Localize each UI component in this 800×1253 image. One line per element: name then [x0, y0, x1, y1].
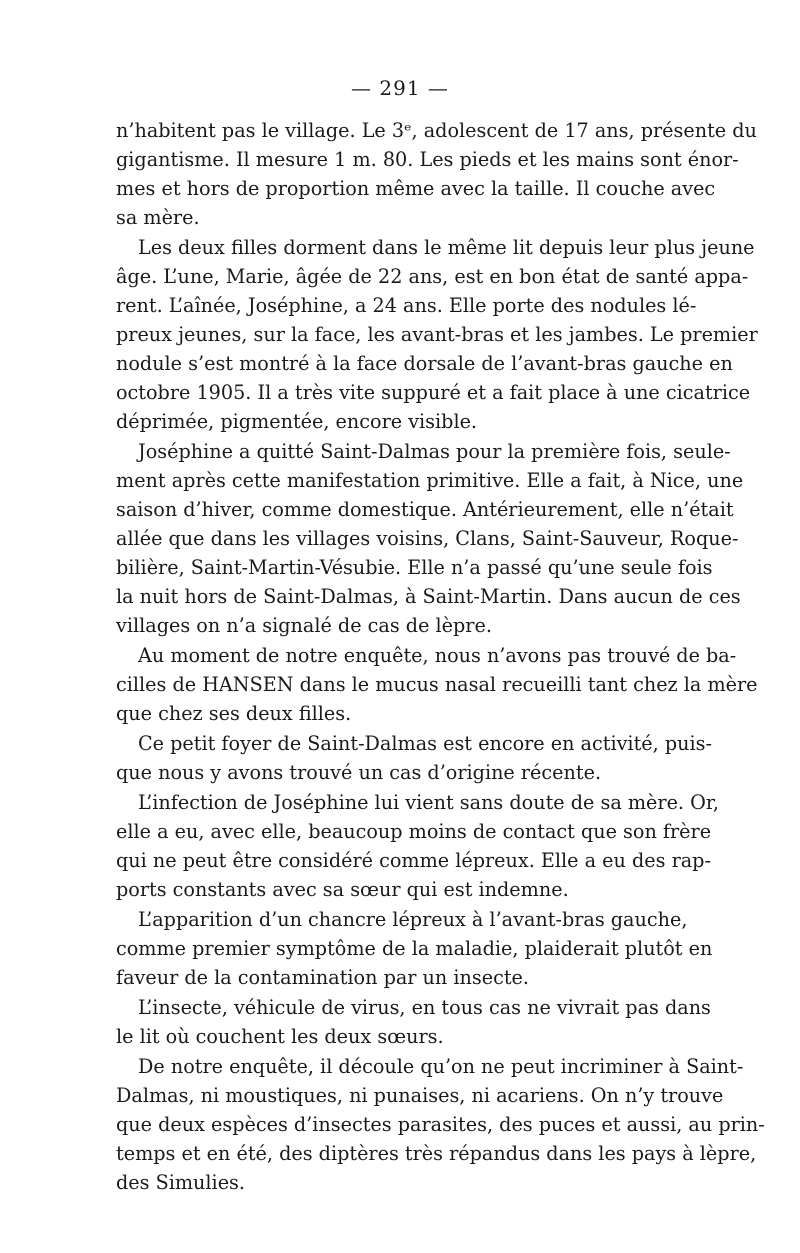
- paragraph: [116, 905, 713, 992]
- text-line: déprimée, pigmentée, encore visible.: [116, 410, 478, 433]
- text-line: saison d’hiver, comme domestique. Antérieurement, elle n’était: [116, 498, 734, 521]
- text-line: nodule s’est montré à la face dorsale de l’avant-bras gauche en: [116, 352, 733, 375]
- text-line: que nous y avons trouvé un cas d’origine récente.: [116, 761, 602, 784]
- text-line: elle a eu, avec elle, beaucoup moins de contact que son frère: [116, 820, 712, 843]
- body-text: [116, 116, 765, 1197]
- text-line: gigantisme. Il mesure 1 m. 80. Les pieds et les mains sont énor-: [116, 148, 739, 171]
- text-line: que deux espèces d’insectes parasites, des puces et aussi, au prin-: [116, 1113, 765, 1136]
- text-line: L’apparition d’un chancre lépreux à l’avant-bras gauche,: [138, 908, 688, 931]
- text-line: Au moment de notre enquête, nous n’avons pas trouvé de ba-: [138, 644, 737, 667]
- paragraph: [116, 116, 757, 232]
- text-line: des Simulies.: [116, 1171, 245, 1194]
- paragraph: [116, 1052, 765, 1197]
- text-line: octobre 1905. Il a très vite suppuré et a fait place à une cicatrice: [116, 381, 751, 404]
- text-line: Joséphine a quitté Saint-Dalmas pour la première fois, seule-: [138, 440, 731, 463]
- text-line: sa mère.: [116, 206, 200, 229]
- text-line: mes et hors de proportion même avec la taille. Il couche avec: [116, 177, 716, 200]
- text-line: ports constants avec sa sœur qui est indemne.: [116, 878, 569, 901]
- text-line: le lit où couchent les deux sœurs.: [116, 1025, 444, 1048]
- text-line: rent. L’aînée, Joséphine, a 24 ans. Elle porte des nodules lé-: [116, 294, 697, 317]
- text-line: De notre enquête, il découle qu’on ne peut incriminer à Saint-: [138, 1055, 744, 1078]
- text-line: faveur de la contamination par un insecte.: [116, 966, 529, 989]
- paragraph: [116, 233, 758, 436]
- text-line: L’insecte, véhicule de virus, en tous cas ne vivrait pas dans: [138, 996, 711, 1019]
- text-line: que chez ses deux filles.: [116, 702, 352, 725]
- text-line: bilière, Saint-Martin-Vésubie. Elle n’a passé qu’une seule fois: [116, 556, 713, 579]
- text-line: la nuit hors de Saint-Dalmas, à Saint-Martin. Dans aucun de ces: [116, 585, 741, 608]
- text-line: cilles de HANSEN dans le mucus nasal recueilli tant chez la mère: [116, 673, 758, 696]
- text-line: ment après cette manifestation primitive. Elle a fait, à Nice, une: [116, 469, 744, 492]
- text-line: villages on n’a signalé de cas de lèpre.: [116, 614, 492, 637]
- paragraph: [116, 993, 711, 1051]
- text-line: preux jeunes, sur la face, les avant-bras et les jambes. Le premier: [116, 323, 758, 346]
- page-number: — 291 —: [351, 76, 449, 100]
- text-line: Les deux filles dorment dans le même lit depuis leur plus jeune: [138, 236, 755, 259]
- paragraph: [116, 788, 720, 904]
- text-line: L’infection de Joséphine lui vient sans doute de sa mère. Or,: [138, 791, 720, 814]
- paragraph: [116, 729, 712, 787]
- text-line: temps et en été, des diptères très répandus dans les pays à lèpre,: [116, 1142, 757, 1165]
- text-line: qui ne peut être considéré comme lépreux. Elle a eu des rap-: [116, 849, 711, 872]
- text-line: n’habitent pas le village. Le 3ᵉ, adolescent de 17 ans, présente du: [116, 119, 757, 142]
- text-line: Dalmas, ni moustiques, ni punaises, ni acariens. On n’y trouve: [116, 1084, 724, 1107]
- paragraph: [116, 437, 744, 640]
- text-line: comme premier symptôme de la maladie, plaiderait plutôt en: [116, 937, 713, 960]
- text-line: allée que dans les villages voisins, Clans, Saint-Sauveur, Roque-: [116, 527, 739, 550]
- text-line: âge. L’une, Marie, âgée de 22 ans, est en bon état de santé appa-: [116, 265, 749, 288]
- text-line: Ce petit foyer de Saint-Dalmas est encore en activité, puis-: [138, 732, 712, 755]
- paragraph: [116, 641, 758, 728]
